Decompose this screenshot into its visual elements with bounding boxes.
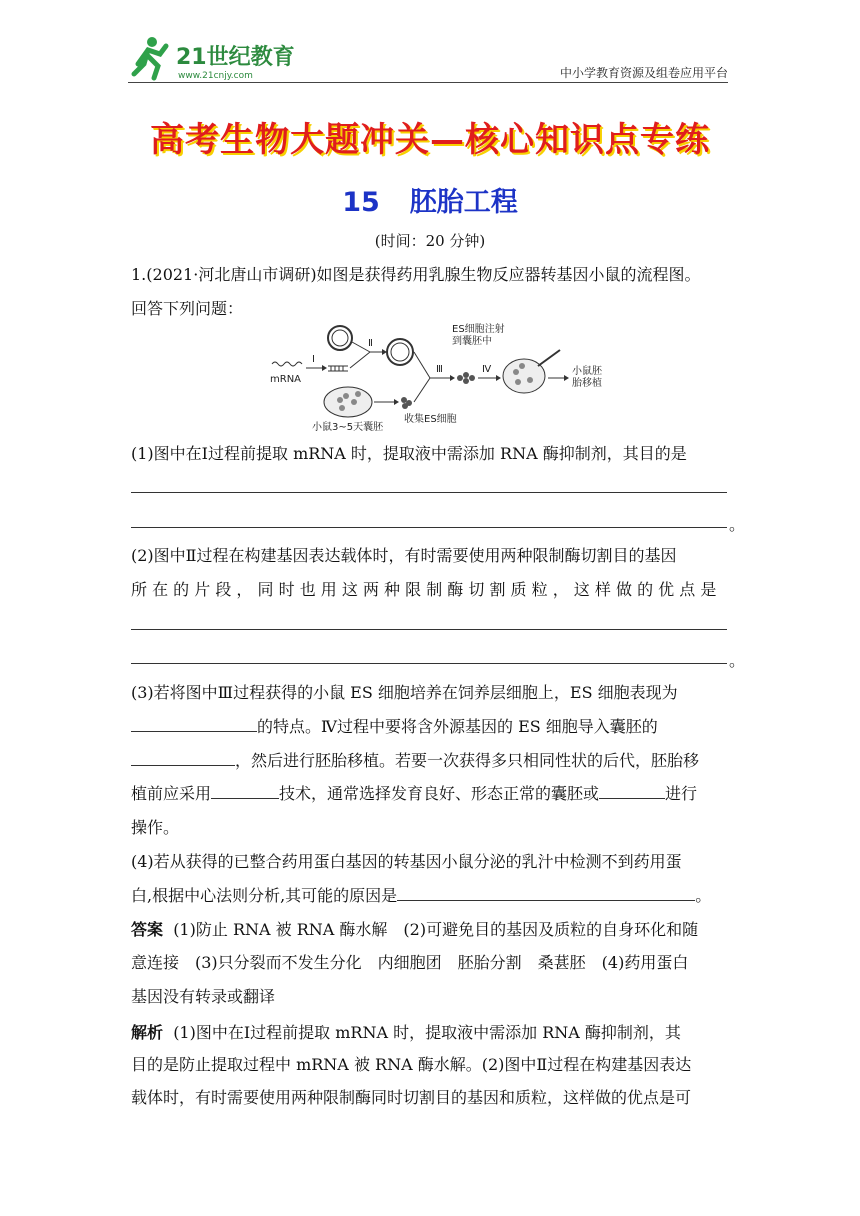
analysis-line-3: 载体时，有时需要使用两种限制酶同时切割目的基因和质粒，这样做的优点是可 (131, 1088, 692, 1107)
label-step-III: Ⅲ (436, 364, 443, 375)
question-part-3-line-5: 操作。 (131, 818, 180, 837)
question-intro-line-2: 回答下列问题： (131, 299, 244, 318)
question-part-2-line-2: 所 在 的 片 段 ， 同 时 也 用 这 两 种 限 制 酶 切 割 质 粒 ， 这 样 做 的 优 点 是 (131, 580, 717, 599)
logo-21cnjy (128, 34, 298, 82)
answer-line-3: 基因没有转录或翻译 (131, 987, 276, 1006)
period-1: 。 (729, 515, 746, 534)
section-title (0, 180, 860, 219)
section-name: 胚胎工程 (409, 187, 518, 218)
page-header (128, 34, 728, 84)
label-step-I: Ⅰ (312, 354, 315, 365)
question-part-2-line-1: (2)图中Ⅱ过程在构建基因表达载体时，有时需要使用两种限制酶切割目的基因 (131, 546, 677, 565)
period-4: 。 (695, 886, 712, 905)
period-2: 。 (729, 651, 746, 670)
answer-label: 答案 (131, 920, 164, 939)
question-part-4-line-2 (131, 879, 731, 913)
answer-line-2: 意连接 (3)只分裂而不发生分化 内细胞团 胚胎分割 桑葚胚 (4)药用蛋白 (131, 953, 689, 972)
question-part-4-line-1: (4)若从获得的已整合药用蛋白基因的转基因小鼠分泌的乳汁中检测不到药用蛋 (131, 852, 682, 871)
es-cell-cluster-icon (401, 397, 412, 409)
question-part-3-line-3 (131, 744, 731, 778)
logo-text: 21世纪教育 (176, 45, 295, 70)
label-collect-es: 收集ES细胞 (404, 414, 457, 425)
fill-blank-3a[interactable] (131, 713, 257, 732)
label-mrna: mRNA (270, 374, 302, 385)
question-part-3-line-4 (131, 777, 731, 811)
question-intro-line-1: 1.(2021·河北唐山市调研)如图是获得药用乳腺生物反应器转基因小鼠的流程图。 (131, 265, 701, 284)
fill-blank-3c[interactable] (211, 780, 279, 799)
analysis-label: 解析 (131, 1023, 164, 1042)
answer-text-1: (1)防止 RNA 被 RNA 酶水解 (2)可避免目的基因及质粒的自身环化和随 (173, 920, 699, 939)
label-embryo-transfer-2: 胎移植 (572, 378, 602, 389)
answer-blank-2b (131, 663, 727, 664)
label-es-inject-2: 到囊胚中 (452, 336, 492, 347)
transgenic-es-cells-icon (457, 372, 475, 384)
page-title: 高考生物大题冲关—核心知识点专练 (150, 120, 710, 160)
fill-blank-3b[interactable] (131, 747, 235, 766)
question-part-3-text-3: ，然后进行胚胎移植。若要一次获得多只相同性状的后代，胚胎移 (235, 751, 700, 770)
analysis-text-1: (1)图中在Ⅰ过程前提取 mRNA 时，提取液中需添加 RNA 酶抑制剂，其 (173, 1023, 681, 1042)
logo-runner-head-icon (147, 37, 157, 47)
question-part-3-line-2 (131, 710, 731, 744)
label-es-inject-1: ES细胞注射 (452, 324, 505, 335)
question-part-1: (1)图中在Ⅰ过程前提取 mRNA 时，提取液中需添加 RNA 酶抑制剂，其目的是 (131, 444, 687, 463)
question-part-3-text-2: 的特点。Ⅳ过程中要将含外源基因的 ES 细胞导入囊胚的 (257, 717, 658, 736)
label-embryo-transfer-1: 小鼠胚 (572, 366, 602, 377)
transgenic-mouse-flow-diagram (270, 322, 620, 434)
mouse-blastocyst-icon (324, 387, 372, 417)
question-part-3-text-4a: 植前应采用 (131, 784, 212, 803)
question-part-3-text-4b: 技术，通常选择发育良好、形态正常的囊胚或 (279, 784, 600, 803)
label-step-IV: Ⅳ (482, 364, 492, 375)
question-part-3-text-4c: 进行 (665, 784, 698, 803)
logo-url: www.21cnjy.com (178, 71, 253, 81)
time-note: (时间：20 分钟) (374, 232, 486, 250)
question-part-4-text-2: 白,根据中心法则分析,其可能的原因是 (131, 886, 398, 905)
header-platform-text: 中小学教育资源及组卷应用平台 (559, 66, 728, 80)
fill-blank-4[interactable] (397, 882, 695, 901)
cdna-ladder-icon (328, 366, 348, 371)
answer-blank-1b (131, 527, 727, 528)
analysis-line-1 (131, 1016, 731, 1050)
section-number: 15 (342, 187, 380, 218)
question-part-3-line-1: (3)若将图中Ⅲ过程获得的小鼠 ES 细胞培养在饲养层细胞上，ES 细胞表现为 (131, 683, 678, 702)
label-mouse-embryo: 小鼠3~5天囊胚 (312, 422, 384, 433)
analysis-line-2: 目的是防止提取过程中 mRNA 被 RNA 酶水解。(2)图中Ⅱ过程在构建基因表达 (131, 1055, 692, 1074)
header-divider (128, 82, 728, 83)
fill-blank-3d[interactable] (599, 780, 665, 799)
mrna-wave-icon (272, 362, 302, 366)
label-step-II: Ⅱ (368, 338, 373, 349)
answer-blank-2a (131, 629, 727, 630)
injection-needle-icon (538, 350, 560, 366)
answer-blank-1a (131, 492, 727, 493)
answer-line-1 (131, 913, 731, 947)
